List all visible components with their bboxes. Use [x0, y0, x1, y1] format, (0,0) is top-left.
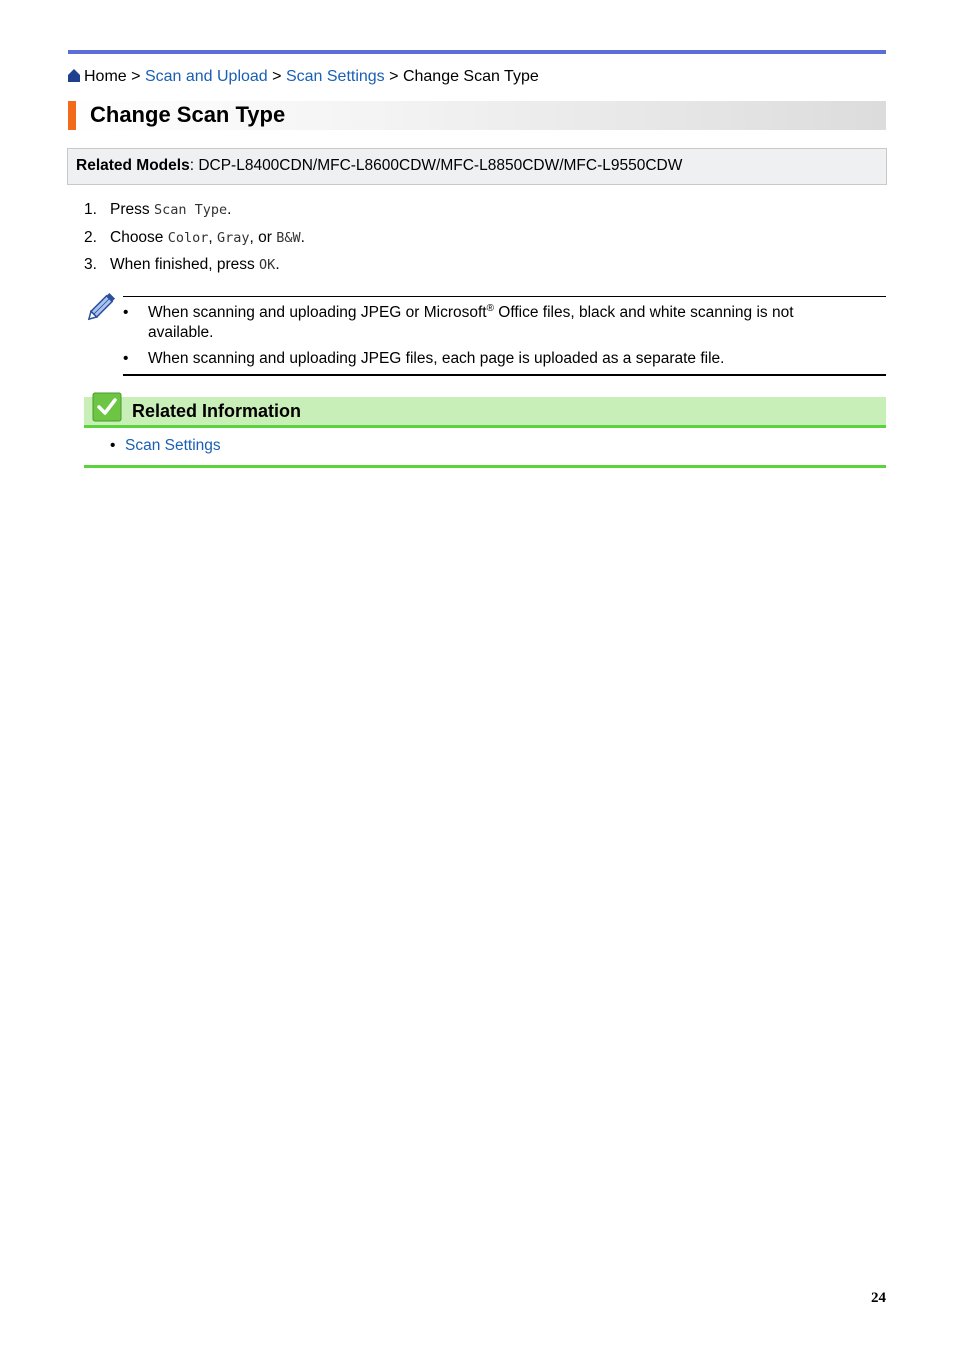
note-text: When scanning and uploading JPEG files, each page is uploaded as a separate file. [148, 350, 725, 367]
step-number: 3. [84, 256, 97, 273]
page-title: Change Scan Type [90, 102, 286, 127]
registered-mark: ® [486, 302, 494, 314]
step-text-part: . [300, 228, 305, 246]
breadcrumb [68, 67, 539, 88]
step-code: OK [259, 257, 276, 273]
bullet: • [123, 350, 129, 367]
step-text-part: . [275, 256, 280, 273]
page-number: 24 [871, 1290, 886, 1306]
top-rule [68, 50, 886, 54]
step-text [110, 200, 231, 220]
breadcrumb-separator: > [131, 68, 141, 85]
step-code: Color [167, 229, 209, 246]
step-text-part: , [208, 228, 217, 246]
step-text-part: . [227, 201, 232, 218]
step-text-part: Press [110, 201, 154, 218]
title-accent [68, 101, 76, 130]
note-text [148, 303, 853, 343]
related-models-label: Related Models [76, 157, 190, 174]
breadcrumb-home[interactable]: Home [84, 68, 127, 85]
step-code: Scan Type [153, 202, 228, 218]
note-rule-bottom [123, 374, 886, 376]
home-icon[interactable] [68, 68, 80, 88]
related-information-header [84, 397, 886, 428]
related-link-scan-settings[interactable]: Scan Settings [125, 437, 221, 454]
note-box [86, 288, 886, 378]
checkmark-icon [92, 392, 122, 427]
related-information-bottom-rule [84, 465, 886, 468]
note-rule-top [123, 296, 886, 297]
step-item [84, 228, 884, 256]
steps-list [84, 200, 884, 283]
step-code: B&W [276, 229, 301, 246]
step-number: 2. [84, 228, 97, 246]
step-text [110, 255, 280, 275]
breadcrumb-current: Change Scan Type [402, 68, 539, 85]
step-text [110, 228, 305, 248]
page-title-bar [68, 101, 886, 130]
breadcrumb-separator: > [272, 68, 282, 85]
step-text-part: , or [249, 228, 277, 246]
breadcrumb-separator: > [389, 68, 399, 85]
related-information-list [110, 436, 221, 456]
step-item [84, 200, 884, 228]
note-text-part: Office files, black and white scanning is not available. [148, 304, 794, 341]
bullet: • [123, 304, 129, 321]
step-code: Gray [217, 229, 250, 246]
related-models-box [67, 148, 887, 185]
related-information-title: Related Information [132, 401, 302, 421]
breadcrumb-link-scan-settings[interactable]: Scan Settings [285, 68, 385, 85]
step-text-part: Choose [110, 228, 168, 246]
bullet: • [110, 437, 116, 454]
step-text-part: When finished, press [110, 256, 260, 273]
breadcrumb-link-scan-and-upload[interactable]: Scan and Upload [144, 68, 268, 85]
step-number: 1. [84, 201, 97, 218]
step-item [84, 255, 884, 283]
note-text-part: When scanning and uploading JPEG or Microsoft [148, 304, 487, 321]
related-models-value: : DCP-L8400CDN/MFC-L8600CDW/MFC-L8850CDW/MFC-L9550CDW [189, 157, 683, 174]
pencil-icon [86, 288, 120, 327]
